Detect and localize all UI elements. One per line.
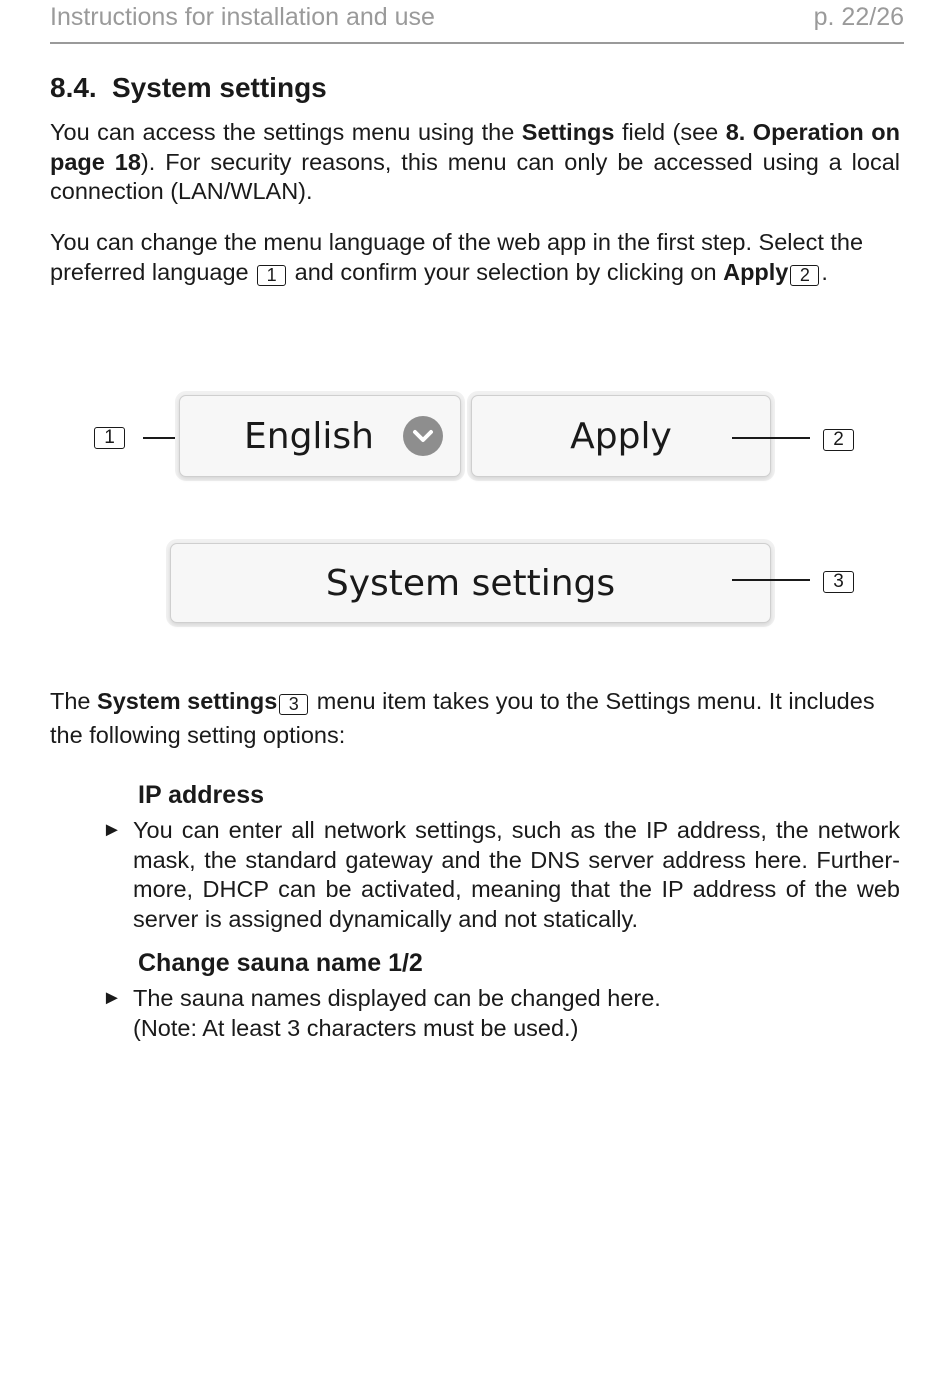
callout-line-2 bbox=[732, 437, 810, 439]
section-number: 8.4. bbox=[50, 72, 97, 103]
ref-box-3: 3 bbox=[279, 694, 308, 715]
apply-button[interactable] bbox=[471, 395, 771, 477]
header-title: Instructions for installation and use bbox=[50, 3, 435, 31]
ip-address-heading: IP address bbox=[138, 781, 265, 809]
sauna-name-heading: Change sauna name 1/2 bbox=[138, 949, 423, 977]
bullet-arrow-icon: ► bbox=[102, 819, 122, 841]
section-heading bbox=[50, 72, 327, 104]
chevron-down-icon[interactable] bbox=[403, 416, 443, 456]
bullet-arrow-icon: ► bbox=[102, 987, 122, 1009]
sauna-name-description bbox=[133, 984, 900, 1043]
apply-label: Apply bbox=[570, 415, 672, 457]
ref-box-1: 1 bbox=[257, 265, 286, 286]
language-select[interactable] bbox=[179, 395, 461, 477]
system-settings-paragraph: The System settings 3 menu item takes you to the Settings menu. It includes the following setting options: bbox=[50, 688, 875, 748]
callout-2: 2 bbox=[823, 429, 854, 451]
sauna-name-line-1: The sauna names displayed can be changed here. bbox=[133, 985, 661, 1011]
page-number: p. 22/26 bbox=[813, 3, 904, 31]
system-settings-label: System settings bbox=[325, 562, 616, 604]
sauna-name-line-2: (Note: At least 3 characters must be used.) bbox=[133, 1014, 579, 1041]
header-rule bbox=[50, 42, 904, 44]
ip-address-description: You can enter all network settings, such as the IP address, the network mask, the standard gateway and the DNS server address here. Further-more, DHCP can be activated, meaning that the IP address of the web server is assigned dynamically and not statically. bbox=[133, 817, 900, 932]
callout-1: 1 bbox=[94, 427, 125, 449]
language-value: English bbox=[244, 415, 374, 457]
ref-box-2: 2 bbox=[790, 265, 819, 286]
callout-line-3 bbox=[732, 579, 810, 581]
language-paragraph: You can change the menu language of the web app in the first step. Select the preferred language 1 and confirm your selection by clicking on Apply 2 . bbox=[50, 229, 864, 285]
callout-3: 3 bbox=[823, 571, 854, 593]
section-title: System settings bbox=[112, 72, 327, 103]
intro-paragraph: You can access the settings menu using the Settings field (see 8. Operation on page 18). For security reasons, this menu can only be accessed using a local connection (LAN/WLAN). bbox=[50, 119, 900, 204]
system-settings-button[interactable] bbox=[170, 543, 771, 623]
